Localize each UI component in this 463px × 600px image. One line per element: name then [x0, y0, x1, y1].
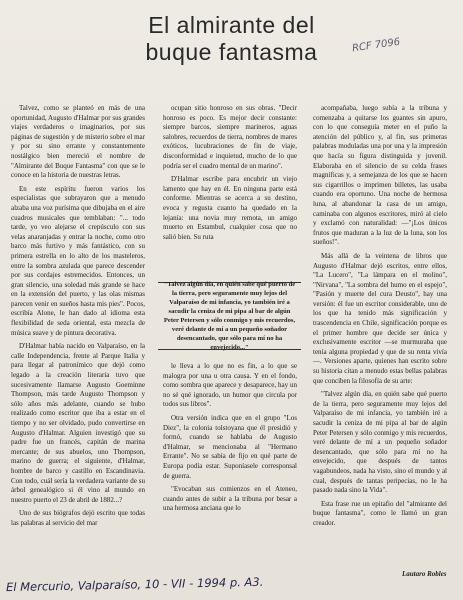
paragraph: le lleva a lo que no es fin, a lo que se malogra por una u otra causa. Y en el fondo, como sombra que aparece y desaparece, hay un no sé qué ignorado, un humor que circula por todos sus libros".: [163, 362, 297, 409]
paragraph: Otra versión indica que en el grupo "Los Diez", la colonia tolstoyana que él presidió y formó, cuando se hablaba de Augusto d'Halmar, se mencionaba al "Hermano Errante". No se sabía de fijo en qué parte de Europa podía estar. Suponíasele corresponsal de guerra.: [163, 413, 297, 480]
column-1: [11, 104, 145, 566]
pull-quote-text: "Talvez algún día, en quién sabe qué puerto de la tierra, pero seguramente muy lejos del Valparaíso de mi infancia, yo también iré a sacudir la ceniza de mi pipa al bar de algún Peter Petersen y sólo conmigo y mis recuerdos, veré delante de mí a un pequeño soñador desencantado, que sólo para mí no ha envejecido...": [163, 281, 296, 351]
pull-quote: [158, 282, 301, 350]
archive-stamp: RCF 7096: [351, 36, 401, 55]
title-line-2: buque fantasma: [145, 39, 318, 65]
paragraph: Uno de sus biógrafos dejó escrito que todas las palabras al servicio del mar: [11, 509, 145, 527]
handwritten-source-note: El Mercurio, Valparaíso, 10 - VII - 1994 p. A3.: [5, 574, 264, 595]
paragraph: En este espíritu fueron varios los especialistas que subrayaron que a menudo alzaba una voz purísima que dibujaba en el aire cuadros musicales que temblaban: "... todo tarde, yo veo alejarse el crepúsculo con sus velas anaranjadas y entrar la noche, como otro barco más furtivo y más fantástico, con su primera estrella en lo alto de los masteleros, entre la sombra azulada que parece descender por sus cordajes estremecidos. Entonces, un gran silencio, una soledad más grande se hace en la extensión del puerto, y las olas mismas parecen venir en sueños hasta mis pies". Pocos, escribía Alone, le han dado al idioma esta flexibilidad de seda oriental, esta mezcla de música suave y de pintura decorativa.: [11, 184, 145, 337]
paragraph: "Talvez algún día, en quién sabe qué puerto de la tierra, pero seguramente muy lejos del Valparaíso de mi infancia, yo también iré a sacudir la ceniza de mi pipa al bar de algún Peter Petersen y sólo conmigo y mis recuerdos, veré delante de mí a un pequeño soñador desencantado, que sólo para mí no ha envejecido, que después de tantos vagabundeos, nada ha visto, sino el mundo y al cual, después de tantas peripecias, no le ha pasado nada sino la Vida".: [313, 390, 447, 495]
paragraph: "Evocaban sus comienzos en el Ateneo, cuando antes de subir a la tribuna por besar a una hermosa anciana que lo: [163, 485, 297, 513]
author-signature: Lautaro Robles: [402, 570, 447, 578]
paragraph: acompañaba, luego subía a la tribuna y comenzaba a quitarse los guantes sin apuro, con lo que conseguía meter en el puño la atención del público y, al fin, sus primeras palabras moduladas una por una y la impresión que hacía su figura distinguida y juvenil. Elaboraba en el silencio de su celda frases magníficas y, a semejanza de los que se hacen sus cigarrillos o imprimen billetes, las usaba cuando era oportuno. Una noche de hermosa luna, al abandonar la casa de un amigo, caminaba con algunos escritores, miró al cielo y exclamó con naturalidad: —"¡Los únicos frutos que maduran a la luz de la luna, son los sueños!".: [313, 104, 447, 247]
paragraph: Talvez, como se planteó en más de una oportunidad, Augusto d'Halmar por sus grandes viajes verdaderos o imaginarios, por sus páginas de sugestión y de misterio sobre el mar y por su sino errante y constantemente nostálgico bien mereció el nombre de "Almirante del Buque Fantasma" con que se le conoce en la historia de nuestras letras.: [11, 104, 145, 180]
column-2-bottom: [163, 362, 297, 572]
paragraph: ocupan sitio honroso en sus obras. "Decir honroso es poco. Es mejor decir constante: siempre barcos, siempre marineros, aguas salobres, recuerdos de tierra, nombres de mares exóticos, lucubraciones de fin de viaje, disconformidad e inquietud, mucho de lo que podría ser el cuadro mental de un marino".: [163, 104, 297, 170]
paragraph: Más allá de la veintena de libros que Augusto d'Halmar dejó escritos, entre ellos, "La Lucero", "La lámpara en el molino", "Nirvana", "La sombra del humo en el espejo", "Pasión y muerte del cura Deusto", hay una versión: él fue un escritor considerable, uno de los que ha tenido más significación y trascendencia en Chile, significación porque es el primer hombre que decide ser única y exclusivamente escritor —se murmuraba que tenía alguna propiedad y que de su renta vivía—. Versiones aparte, quienes han escrito sobre su historia citan a menudo estas bellas palabras que conciben la filosofía de su arte:: [313, 251, 447, 385]
title-line-1: El almirante del: [148, 12, 315, 38]
paragraph: D'Halmar había nacido en Valparaíso, en la calle Independencia, frente al Parque Italia y para llegar al patronímico que dejó como legado a la creación literaria tuvo que sucesivamente llamarse Augusto Goeminne Thompson, más tarde Augusto Thompson y sólo años más adelante, cuando se hubo realizado como escritor que iba a estar en el tiempo y no ser olvidado, pudo convertirse en Augusto d'Halmar. Alguien investigó que su padre fue un francés, capitán de marina mercante; de sus abuelos, uno Thompson, marino de guerra; el siguiente, d'Halmar, hombre de barco y castillo en Escandinavia. Con todo, cuál sería la verdadera variante de su árbol genealógico si él vino al mundo en nuestro puerto el 23 de abril de 1882...?: [11, 342, 145, 504]
paragraph: Esta frase rue un epitafio del "almirante del buque fantasma", como le llamó un gran creador.: [313, 499, 447, 527]
paragraph: D'Halmar escribe para encubrir un viejo lamento que hay en él. En ninguna parte está conforme. Mientras se acerca a su destino, evoca y regusta cuanto ha quedado en la lejanía: una novia muy remota, un amigo muerto en Estambul, cualquier cosa que no salió bien. Su ruta: [163, 175, 297, 241]
column-3: [313, 104, 447, 566]
column-2-top: [163, 104, 297, 274]
